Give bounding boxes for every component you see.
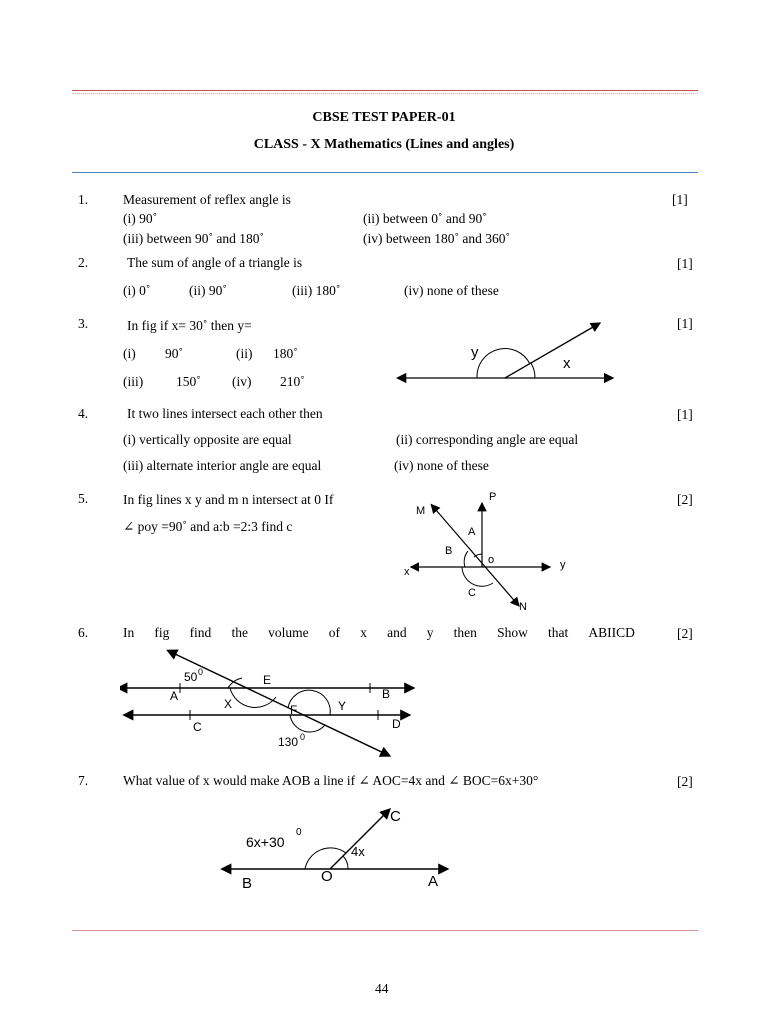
q6-label-50-sup: 0 bbox=[198, 667, 204, 677]
q6-word: and bbox=[387, 625, 407, 640]
q2-option-2: (ii) 90˚ bbox=[189, 283, 227, 298]
q4-marks: [1] bbox=[677, 407, 693, 422]
q6-number: 6. bbox=[78, 625, 89, 640]
footer-rule bbox=[72, 930, 698, 931]
q4-option-1: (i) vertically opposite are equal bbox=[123, 432, 292, 447]
q4-number: 4. bbox=[78, 406, 89, 421]
q5-label-a: A bbox=[468, 526, 476, 538]
q1-option-1: (i) 90˚ bbox=[123, 211, 158, 226]
q7-text: What value of x would make AOB a line if ∠ AOC=4x and ∠ BOC=6x+30° bbox=[123, 773, 539, 788]
q7-number: 7. bbox=[78, 773, 89, 788]
q6-label-a: A bbox=[170, 689, 179, 703]
q5-label-m: M bbox=[416, 505, 426, 517]
q6-label-f: F bbox=[290, 703, 298, 717]
q6-text bbox=[123, 625, 635, 641]
q6-marks: [2] bbox=[677, 626, 693, 641]
q1-number: 1. bbox=[78, 192, 89, 207]
q5-label-x: x bbox=[404, 566, 410, 578]
q7-label-o: O bbox=[321, 868, 333, 885]
q3-option-3-label: (iii) bbox=[123, 374, 144, 389]
q7-label-4x: 4x bbox=[351, 844, 365, 859]
q5-label-c: C bbox=[468, 587, 476, 599]
q5-number: 5. bbox=[78, 491, 89, 506]
q3-option-1-label: (i) bbox=[123, 346, 136, 361]
q6-word: the bbox=[231, 625, 248, 640]
q6-label-x: X bbox=[224, 697, 233, 711]
q3-number: 3. bbox=[78, 316, 89, 331]
q6-word: of bbox=[328, 625, 341, 640]
q5-line-mn bbox=[436, 510, 519, 606]
q6-word: x bbox=[360, 625, 367, 640]
q6-word: Show bbox=[497, 625, 528, 640]
q6-word: y bbox=[426, 625, 434, 640]
q1-option-3: (iii) between 90˚ and 180˚ bbox=[123, 231, 264, 246]
page-subtitle: CLASS - X Mathematics (Lines and angles) bbox=[253, 137, 515, 152]
q5-label-o: o bbox=[488, 554, 495, 566]
q2-marks: [1] bbox=[677, 256, 693, 271]
q7-figure bbox=[220, 805, 460, 895]
q3-label-y: y bbox=[471, 344, 479, 361]
q2-number: 2. bbox=[78, 255, 89, 270]
q3-figure bbox=[395, 315, 625, 395]
q3-angle-x-arc bbox=[531, 363, 535, 378]
q5-label-p: P bbox=[489, 491, 497, 503]
q2-option-1: (i) 0˚ bbox=[123, 283, 151, 298]
q6-word: then bbox=[453, 625, 477, 640]
q5-angle-b-arc bbox=[464, 551, 468, 567]
q6-word: volume bbox=[268, 625, 309, 640]
q6-word: find bbox=[189, 625, 212, 640]
q5-label-y: y bbox=[560, 559, 566, 571]
q6-label-50: 50 bbox=[184, 670, 198, 684]
q3-option-3-value: 150˚ bbox=[176, 374, 201, 389]
page-title: CBSE TEST PAPER-01 bbox=[312, 110, 456, 125]
q5-condition: ∠ poy =90˚ and a:b =2:3 find c bbox=[123, 519, 293, 534]
q3-ray bbox=[505, 323, 600, 378]
q2-option-4: (iv) none of these bbox=[404, 283, 499, 298]
q6-label-d: D bbox=[392, 717, 401, 731]
q5-marks: [2] bbox=[677, 492, 693, 507]
q2-option-3: (iii) 180˚ bbox=[292, 283, 341, 298]
q5-text: In fig lines x y and m n intersect at 0 If bbox=[123, 492, 334, 507]
q3-text: In fig if x= 30˚ then y= bbox=[127, 318, 252, 333]
q3-option-4-label: (iv) bbox=[232, 374, 252, 389]
q3-label-x: x bbox=[563, 355, 571, 372]
q4-option-3: (iii) alternate interior angle are equal bbox=[123, 458, 322, 473]
q7-label-a: A bbox=[428, 873, 439, 890]
q7-label-expr: 6x+30 bbox=[246, 834, 285, 850]
top-rule bbox=[72, 90, 698, 91]
q4-text: It two lines intersect each other then bbox=[127, 406, 323, 421]
q3-angle-y-arc bbox=[477, 349, 530, 378]
q3-option-4-value: 210˚ bbox=[280, 374, 305, 389]
q5-label-n: N bbox=[519, 601, 527, 613]
q6-label-b: B bbox=[382, 687, 391, 701]
q6-figure bbox=[120, 648, 420, 773]
q1-text: Measurement of reflex angle is bbox=[123, 192, 291, 207]
q4-option-2: (ii) corresponding angle are equal bbox=[396, 432, 579, 447]
q7-angle-aoc-arc bbox=[343, 856, 348, 869]
q6-label-y: Y bbox=[338, 699, 347, 713]
q6-label-130-sup: 0 bbox=[300, 732, 306, 742]
q1-option-4: (iv) between 180˚ and 360˚ bbox=[363, 231, 510, 246]
q6-label-130: 130 bbox=[278, 735, 299, 749]
q3-option-2-value: 180˚ bbox=[273, 346, 298, 361]
q7-marks: [2] bbox=[677, 774, 693, 789]
q7-ray-oc bbox=[330, 809, 390, 869]
q6-label-c: C bbox=[193, 720, 202, 734]
q2-text: The sum of angle of a triangle is bbox=[127, 255, 303, 270]
q6-label-e: E bbox=[263, 673, 272, 687]
page-number: 44 bbox=[375, 981, 389, 996]
q6-word: fig bbox=[154, 625, 170, 640]
q6-word: ABIICD bbox=[588, 625, 635, 640]
q7-label-expr-sup: 0 bbox=[296, 827, 302, 838]
q3-option-2-label: (ii) bbox=[236, 346, 253, 361]
q6-word: that bbox=[547, 625, 569, 640]
q4-option-4: (iv) none of these bbox=[394, 458, 489, 473]
q1-option-2: (ii) between 0˚ and 90˚ bbox=[363, 211, 487, 226]
q7-label-c: C bbox=[390, 808, 401, 825]
q3-marks: [1] bbox=[677, 316, 693, 331]
q1-marks: [1] bbox=[672, 192, 688, 207]
q6-word: In bbox=[123, 625, 135, 640]
q7-label-b: B bbox=[242, 875, 253, 892]
top-rule-shadow bbox=[72, 93, 698, 94]
q5-figure bbox=[400, 488, 580, 616]
q5-label-b: B bbox=[445, 545, 453, 557]
header-divider bbox=[72, 172, 698, 173]
q3-option-1-value: 90˚ bbox=[165, 346, 183, 361]
